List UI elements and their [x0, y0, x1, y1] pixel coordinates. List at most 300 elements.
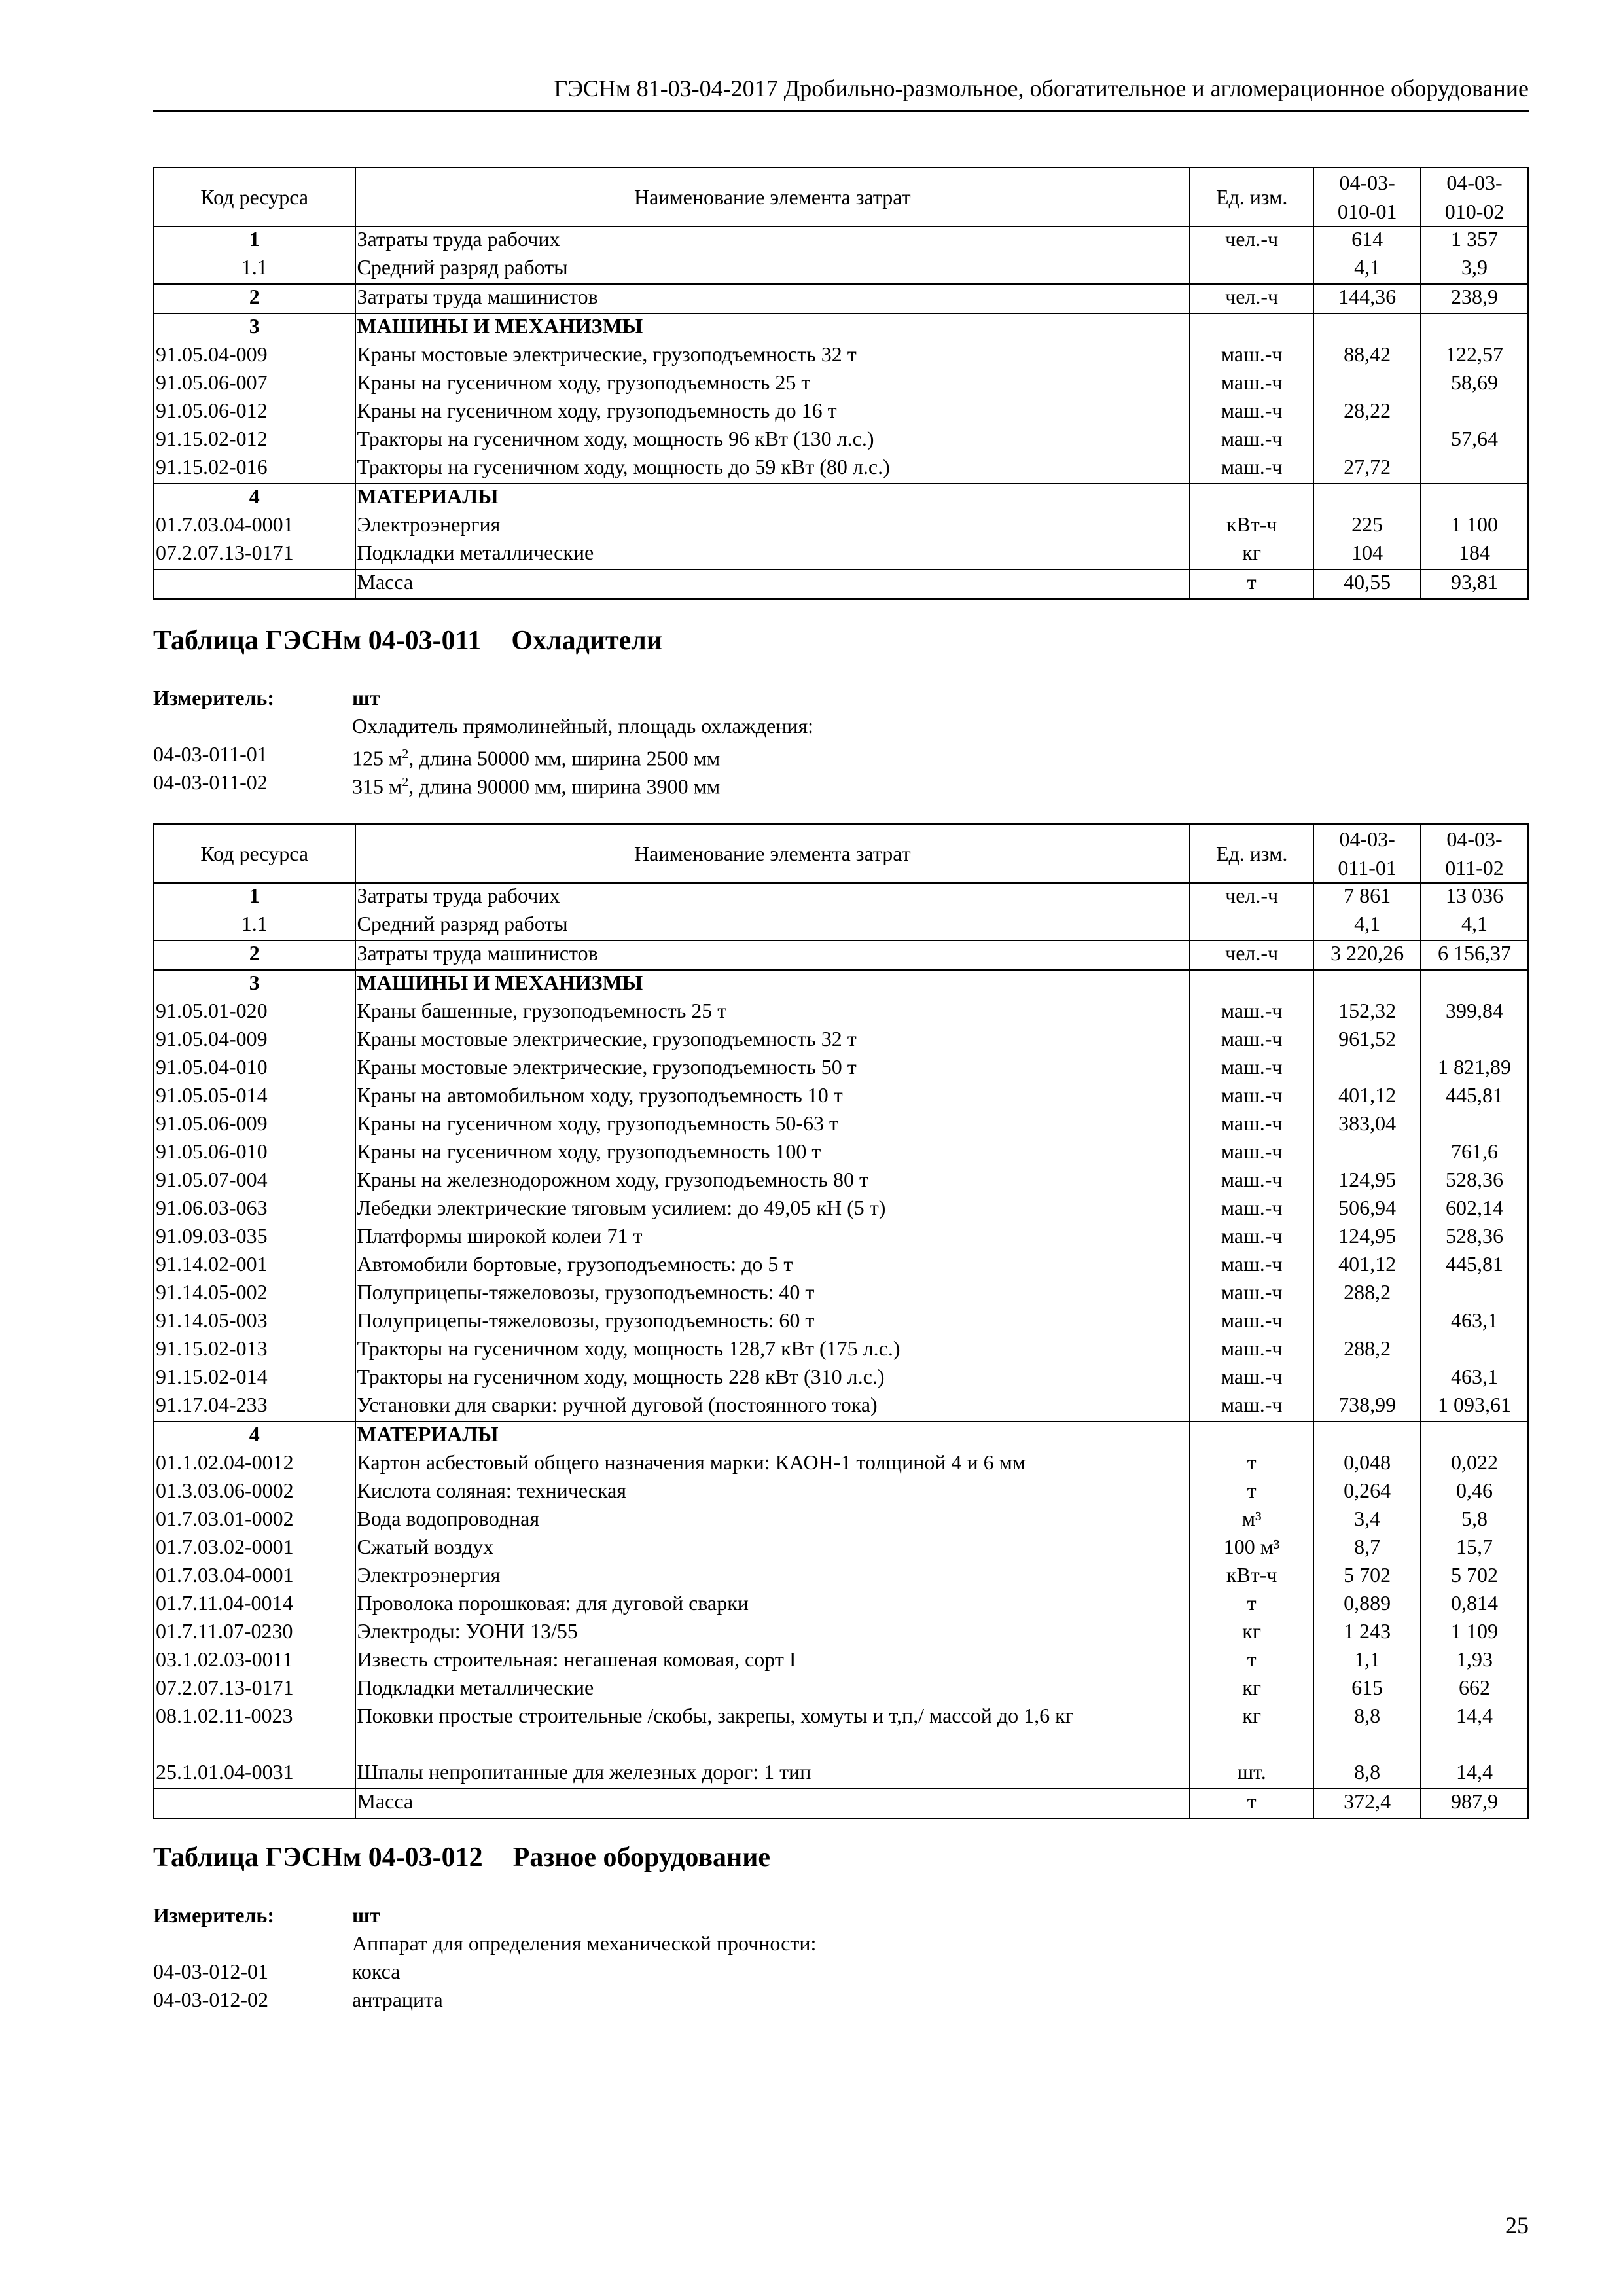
cell-value-2: 1,93 — [1421, 1647, 1528, 1676]
cell-unit: т — [1190, 1591, 1313, 1619]
cell-value-2: 528,36 — [1421, 1224, 1528, 1252]
cell-code: 91.05.05-014 — [154, 1083, 355, 1111]
cell-code: 91.05.06-012 — [154, 399, 355, 427]
table-row — [154, 1168, 1528, 1196]
table-row — [154, 399, 1528, 427]
cell-code: 91.14.02-001 — [154, 1252, 355, 1280]
cell-value-1: 1,1 — [1313, 1647, 1421, 1676]
meter-item: 04-03-012-02 антрацита — [153, 1988, 443, 2011]
cell-code: 91.05.06-009 — [154, 1111, 355, 1139]
resource-table-04-03-011 — [153, 823, 1529, 1819]
cell-name: Тракторы на гусеничном ходу, мощность 96 кВт (130 л.с.) — [355, 427, 1190, 455]
table-row — [154, 484, 1528, 512]
table-row — [154, 541, 1528, 569]
cell-value-2: 58,69 — [1421, 370, 1528, 399]
table-title: Разное оборудование — [512, 1842, 771, 1873]
cell-value-1 — [1313, 1365, 1421, 1393]
cell-unit: чел.-ч — [1190, 226, 1313, 255]
table-row — [154, 999, 1528, 1027]
cell-name: Средний разряд работы — [355, 255, 1190, 284]
cell-name: Лебедки электрические тяговым усилием: до 49,05 кН (5 т) — [355, 1196, 1190, 1224]
meter-intro: Охладитель прямолинейный, площадь охлаждения: — [352, 714, 814, 738]
cell-code: 91.14.05-002 — [154, 1280, 355, 1308]
cell-unit: чел.-ч — [1190, 883, 1313, 912]
cell-value-2: 1 093,61 — [1421, 1393, 1528, 1422]
cell-value-1: 614 — [1313, 226, 1421, 255]
cell-value-2: 399,84 — [1421, 999, 1528, 1027]
table-row — [154, 941, 1528, 970]
cell-value-1: 27,72 — [1313, 455, 1421, 484]
cell-unit: кВт-ч — [1190, 1563, 1313, 1591]
table-heading-04-03-011 — [153, 624, 662, 658]
cell-name: Затраты труда машинистов — [355, 284, 1190, 314]
cell-value-2: 445,81 — [1421, 1252, 1528, 1280]
meter-item: 04-03-012-01 кокса — [153, 1960, 401, 1983]
table-row — [154, 1196, 1528, 1224]
table-row — [154, 1055, 1528, 1083]
cell-unit: маш.-ч — [1190, 399, 1313, 427]
table-row — [154, 1224, 1528, 1252]
cell-name: Шпалы непропитанные для железных дорог: 1 тип — [355, 1760, 1190, 1789]
cell-unit: кг — [1190, 1619, 1313, 1647]
cell-value-1: 124,95 — [1313, 1224, 1421, 1252]
cell-value-2: 238,9 — [1421, 284, 1528, 314]
cell-name: Полуприцепы-тяжеловозы, грузоподъемность: 40 т — [355, 1280, 1190, 1308]
col-header-011-01: 04-03- 011-01 — [1313, 824, 1421, 883]
col-header-unit: Ед. изм. — [1190, 168, 1313, 226]
cell-name: Вода водопроводная — [355, 1507, 1190, 1535]
table-row — [154, 1507, 1528, 1535]
running-header: ГЭСНм 81-03-04-2017 Дробильно-размольное, обогатительное и агломерационное оборудование — [153, 72, 1529, 112]
cell-unit: маш.-ч — [1190, 427, 1313, 455]
cell-code: 03.1.02.03-0011 — [154, 1647, 355, 1676]
cell-value-2 — [1421, 1111, 1528, 1139]
cell-code: 01.7.11.07-0230 — [154, 1619, 355, 1647]
col-header-name: Наименование элемента затрат — [355, 824, 1190, 883]
cell-code: 91.05.04-009 — [154, 342, 355, 370]
cell-value-1: 124,95 — [1313, 1168, 1421, 1196]
cell-value-1 — [1313, 484, 1421, 512]
cell-unit: шт. — [1190, 1760, 1313, 1789]
cell-value-1: 0,048 — [1313, 1450, 1421, 1479]
cell-name: МАТЕРИАЛЫ — [355, 1422, 1190, 1450]
cell-value-2: 987,9 — [1421, 1789, 1528, 1818]
table-row — [154, 1280, 1528, 1308]
table-row — [154, 1252, 1528, 1280]
cell-unit: чел.-ч — [1190, 284, 1313, 314]
table-header-row — [154, 824, 1528, 883]
cell-name: Кислота соляная: техническая — [355, 1479, 1190, 1507]
cell-code: 91.05.04-009 — [154, 1027, 355, 1055]
cell-value-2 — [1421, 484, 1528, 512]
cell-unit: маш.-ч — [1190, 455, 1313, 484]
cell-name: Краны мостовые электрические, грузоподъемность 32 т — [355, 342, 1190, 370]
cell-value-2: 14,4 — [1421, 1760, 1528, 1789]
table-label: Таблица ГЭСНм 04-03-011 — [153, 626, 482, 656]
meter-block-04-03-011 — [153, 684, 1135, 797]
cell-value-2 — [1421, 1280, 1528, 1308]
cell-value-2: 761,6 — [1421, 1139, 1528, 1168]
cell-code: 91.15.02-014 — [154, 1365, 355, 1393]
cell-value-2 — [1421, 1027, 1528, 1055]
cell-name: Тракторы на гусеничном ходу, мощность до 59 кВт (80 л.с.) — [355, 455, 1190, 484]
cell-value-1: 3 220,26 — [1313, 941, 1421, 970]
cell-value-1: 0,264 — [1313, 1479, 1421, 1507]
cell-unit: т — [1190, 1479, 1313, 1507]
table-row — [154, 1308, 1528, 1336]
cell-name: Подкладки металлические — [355, 1676, 1190, 1704]
cell-value-1: 7 861 — [1313, 883, 1421, 912]
cell-value-2 — [1421, 1336, 1528, 1365]
table-row — [154, 1027, 1528, 1055]
cell-unit: маш.-ч — [1190, 1139, 1313, 1168]
table-row — [154, 1111, 1528, 1139]
cell-code: 91.05.06-010 — [154, 1139, 355, 1168]
cell-name: Электроэнергия — [355, 1563, 1190, 1591]
cell-value-2: 5,8 — [1421, 1507, 1528, 1535]
cell-code: 01.7.03.01-0002 — [154, 1507, 355, 1535]
table-row — [154, 1450, 1528, 1479]
cell-name: Затраты труда рабочих — [355, 883, 1190, 912]
table-row — [154, 455, 1528, 484]
table-row — [154, 1789, 1528, 1818]
cell-name: Полуприцепы-тяжеловозы, грузоподъемность: 60 т — [355, 1308, 1190, 1336]
cell-name: Краны на автомобильном ходу, грузоподъемность 10 т — [355, 1083, 1190, 1111]
cell-unit: чел.-ч — [1190, 941, 1313, 970]
cell-value-2: 1 100 — [1421, 512, 1528, 541]
cell-value-1: 401,12 — [1313, 1083, 1421, 1111]
cell-value-2: 528,36 — [1421, 1168, 1528, 1196]
table-row — [154, 314, 1528, 342]
cell-unit: маш.-ч — [1190, 1111, 1313, 1139]
cell-name: Масса — [355, 569, 1190, 599]
meter-label: Измеритель: — [153, 1903, 274, 1927]
resource-table-04-03-010 — [153, 167, 1529, 600]
cell-name: Затраты труда машинистов — [355, 941, 1190, 970]
meter-unit: шт — [352, 1903, 380, 1927]
cell-name: Краны башенные, грузоподъемность 25 т — [355, 999, 1190, 1027]
cell-unit: т — [1190, 1647, 1313, 1676]
table-row — [154, 1393, 1528, 1422]
cell-code: 3 — [154, 314, 355, 342]
cell-code: 91.05.04-010 — [154, 1055, 355, 1083]
cell-value-2: 1 357 — [1421, 226, 1528, 255]
cell-name: МАТЕРИАЛЫ — [355, 484, 1190, 512]
table-row — [154, 370, 1528, 399]
cell-code: 91.15.02-012 — [154, 427, 355, 455]
cell-name: Проволока порошковая: для дуговой сварки — [355, 1591, 1190, 1619]
table-row — [154, 912, 1528, 941]
meter-intro: Аппарат для определения механической прочности: — [352, 1931, 817, 1955]
cell-name: Затраты труда рабочих — [355, 226, 1190, 255]
table-row — [154, 255, 1528, 284]
cell-name: Установки для сварки: ручной дуговой (постоянного тока) — [355, 1393, 1190, 1422]
cell-value-1: 4,1 — [1313, 255, 1421, 284]
table-row — [154, 1760, 1528, 1789]
cell-value-2: 4,1 — [1421, 912, 1528, 941]
cell-value-1 — [1313, 1139, 1421, 1168]
cell-value-1 — [1313, 970, 1421, 999]
table-row — [154, 1365, 1528, 1393]
meter-item: 04-03-011-01 125 $м^2$, длина 50000 мм, ширина 2500 мм — [153, 742, 721, 770]
cell-code: 2 — [154, 284, 355, 314]
cell-name: Платформы широкой колеи 71 т — [355, 1224, 1190, 1252]
cell-value-1: 8,7 — [1313, 1535, 1421, 1563]
cell-code: 1.1 — [154, 255, 355, 284]
cell-unit: маш.-ч — [1190, 1224, 1313, 1252]
meter-block-04-03-012 — [153, 1901, 1135, 2014]
table-row — [154, 970, 1528, 999]
table-row — [154, 1139, 1528, 1168]
cell-unit: маш.-ч — [1190, 1196, 1313, 1224]
cell-value-1 — [1313, 370, 1421, 399]
table-row — [154, 1083, 1528, 1111]
cell-code: 01.7.03.04-0001 — [154, 1563, 355, 1591]
cell-unit: маш.-ч — [1190, 1365, 1313, 1393]
cell-value-2: 0,022 — [1421, 1450, 1528, 1479]
cell-unit: т — [1190, 1450, 1313, 1479]
table-row — [154, 569, 1528, 599]
cell-value-1: 3,4 — [1313, 1507, 1421, 1535]
cell-value-2: 57,64 — [1421, 427, 1528, 455]
cell-code: 91.05.06-007 — [154, 370, 355, 399]
cell-value-2: 445,81 — [1421, 1083, 1528, 1111]
cell-name: Краны на гусеничном ходу, грузоподъемность 100 т — [355, 1139, 1190, 1168]
cell-unit: маш.-ч — [1190, 1055, 1313, 1083]
cell-value-1: 506,94 — [1313, 1196, 1421, 1224]
table-row — [154, 1591, 1528, 1619]
cell-code — [154, 1789, 355, 1818]
cell-value-1: 5 702 — [1313, 1563, 1421, 1591]
cell-code: 07.2.07.13-0171 — [154, 1676, 355, 1704]
cell-value-2: 5 702 — [1421, 1563, 1528, 1591]
cell-value-1: 144,36 — [1313, 284, 1421, 314]
cell-unit: кг — [1190, 1676, 1313, 1704]
cell-name: Краны на гусеничном ходу, грузоподъемность 25 т — [355, 370, 1190, 399]
table-row — [154, 1704, 1528, 1760]
cell-value-1: 152,32 — [1313, 999, 1421, 1027]
cell-code: 2 — [154, 941, 355, 970]
cell-unit: маш.-ч — [1190, 1027, 1313, 1055]
cell-value-2 — [1421, 399, 1528, 427]
cell-value-2: 13 036 — [1421, 883, 1528, 912]
cell-value-2: 14,4 — [1421, 1704, 1528, 1760]
cell-unit: м³ — [1190, 1507, 1313, 1535]
cell-value-1: 40,55 — [1313, 569, 1421, 599]
cell-code: 91.15.02-016 — [154, 455, 355, 484]
cell-name: Сжатый воздух — [355, 1535, 1190, 1563]
cell-value-2 — [1421, 314, 1528, 342]
col-header-010-02: 04-03- 010-02 — [1421, 168, 1528, 226]
cell-value-1: 383,04 — [1313, 1111, 1421, 1139]
cell-code: 91.14.05-003 — [154, 1308, 355, 1336]
cell-code: 01.1.02.04-0012 — [154, 1450, 355, 1479]
cell-unit: маш.-ч — [1190, 1280, 1313, 1308]
cell-code: 07.2.07.13-0171 — [154, 541, 355, 569]
cell-name: Электроэнергия — [355, 512, 1190, 541]
cell-unit: т — [1190, 1789, 1313, 1818]
cell-code: 08.1.02.11-0023 — [154, 1704, 355, 1760]
cell-code: 4 — [154, 1422, 355, 1450]
cell-code: 01.3.03.06-0002 — [154, 1479, 355, 1507]
cell-value-1: 8,8 — [1313, 1704, 1421, 1760]
cell-value-1: 1 243 — [1313, 1619, 1421, 1647]
cell-value-2: 93,81 — [1421, 569, 1528, 599]
cell-name: Краны на гусеничном ходу, грузоподъемность до 16 т — [355, 399, 1190, 427]
cell-unit: маш.-ч — [1190, 1168, 1313, 1196]
cell-unit — [1190, 484, 1313, 512]
table-title: Охладители — [511, 626, 663, 656]
table-row — [154, 1619, 1528, 1647]
meter-item: 04-03-011-02 315 $м^2$, длина 90000 мм, ширина 3900 мм — [153, 770, 721, 798]
table-row — [154, 1563, 1528, 1591]
cell-code: 01.7.03.04-0001 — [154, 512, 355, 541]
table-header-row — [154, 168, 1528, 226]
table-row — [154, 1336, 1528, 1365]
cell-name: Масса — [355, 1789, 1190, 1818]
cell-value-2: 15,7 — [1421, 1535, 1528, 1563]
cell-value-2 — [1421, 1422, 1528, 1450]
col-header-name: Наименование элемента затрат — [355, 168, 1190, 226]
table-row — [154, 284, 1528, 314]
meter-label: Измеритель: — [153, 686, 274, 709]
col-header-010-01: 04-03- 010-01 — [1313, 168, 1421, 226]
cell-unit: маш.-ч — [1190, 342, 1313, 370]
cell-unit: кг — [1190, 1704, 1313, 1760]
cell-unit — [1190, 255, 1313, 284]
cell-value-1 — [1313, 314, 1421, 342]
cell-code: 1 — [154, 226, 355, 255]
cell-value-1 — [1313, 427, 1421, 455]
cell-unit: кг — [1190, 541, 1313, 569]
cell-value-2 — [1421, 970, 1528, 999]
cell-name: Краны на железнодорожном ходу, грузоподъемность 80 т — [355, 1168, 1190, 1196]
cell-value-2 — [1421, 455, 1528, 484]
cell-unit: 100 м³ — [1190, 1535, 1313, 1563]
cell-code: 4 — [154, 484, 355, 512]
table-row — [154, 342, 1528, 370]
cell-code: 91.17.04-233 — [154, 1393, 355, 1422]
col-header-011-02: 04-03- 011-02 — [1421, 824, 1528, 883]
cell-name: МАШИНЫ И МЕХАНИЗМЫ — [355, 314, 1190, 342]
cell-unit: т — [1190, 569, 1313, 599]
cell-value-2: 662 — [1421, 1676, 1528, 1704]
table-row — [154, 226, 1528, 255]
cell-code: 1 — [154, 883, 355, 912]
cell-value-1: 88,42 — [1313, 342, 1421, 370]
cell-value-1: 8,8 — [1313, 1760, 1421, 1789]
col-header-code: Код ресурса — [154, 168, 355, 226]
cell-value-2: 184 — [1421, 541, 1528, 569]
page-number: 25 — [1505, 2212, 1529, 2238]
cell-unit: маш.-ч — [1190, 1336, 1313, 1365]
cell-value-1 — [1313, 1055, 1421, 1083]
cell-value-2: 1 109 — [1421, 1619, 1528, 1647]
cell-value-2: 0,46 — [1421, 1479, 1528, 1507]
cell-name: МАШИНЫ И МЕХАНИЗМЫ — [355, 970, 1190, 999]
cell-value-1: 28,22 — [1313, 399, 1421, 427]
cell-name: Поковки простые строительные /скобы, закрепы, хомуты и т,п,/ массой до 1,6 кг — [355, 1704, 1190, 1760]
cell-code: 91.05.01-020 — [154, 999, 355, 1027]
table-row — [154, 427, 1528, 455]
cell-name: Подкладки металлические — [355, 541, 1190, 569]
cell-value-2: 0,814 — [1421, 1591, 1528, 1619]
cell-value-2: 1 821,89 — [1421, 1055, 1528, 1083]
cell-name: Краны мостовые электрические, грузоподъемность 32 т — [355, 1027, 1190, 1055]
cell-value-2: 602,14 — [1421, 1196, 1528, 1224]
cell-unit: маш.-ч — [1190, 1083, 1313, 1111]
cell-unit — [1190, 970, 1313, 999]
cell-code: 01.7.03.02-0001 — [154, 1535, 355, 1563]
table-row — [154, 1676, 1528, 1704]
table-heading-04-03-012 — [153, 1840, 770, 1874]
cell-unit: кВт-ч — [1190, 512, 1313, 541]
cell-code: 1.1 — [154, 912, 355, 941]
cell-value-1: 615 — [1313, 1676, 1421, 1704]
table-row — [154, 1535, 1528, 1563]
cell-value-1: 288,2 — [1313, 1336, 1421, 1365]
cell-value-1: 401,12 — [1313, 1252, 1421, 1280]
col-header-unit: Ед. изм. — [1190, 824, 1313, 883]
table-row — [154, 1479, 1528, 1507]
cell-value-1: 961,52 — [1313, 1027, 1421, 1055]
col-header-code: Код ресурса — [154, 824, 355, 883]
table-row — [154, 512, 1528, 541]
cell-name: Тракторы на гусеничном ходу, мощность 228 кВт (310 л.с.) — [355, 1365, 1190, 1393]
cell-value-1: 4,1 — [1313, 912, 1421, 941]
cell-name: Автомобили бортовые, грузоподъемность: до 5 т — [355, 1252, 1190, 1280]
table-row — [154, 1422, 1528, 1450]
cell-value-2: 6 156,37 — [1421, 941, 1528, 970]
cell-name: Электроды: УОНИ 13/55 — [355, 1619, 1190, 1647]
cell-value-1: 372,4 — [1313, 1789, 1421, 1818]
cell-code: 01.7.11.04-0014 — [154, 1591, 355, 1619]
cell-value-1 — [1313, 1308, 1421, 1336]
cell-name: Краны мостовые электрические, грузоподъемность 50 т — [355, 1055, 1190, 1083]
cell-unit — [1190, 314, 1313, 342]
cell-value-1: 738,99 — [1313, 1393, 1421, 1422]
cell-code: 91.15.02-013 — [154, 1336, 355, 1365]
cell-code: 3 — [154, 970, 355, 999]
cell-unit — [1190, 1422, 1313, 1450]
cell-value-1: 104 — [1313, 541, 1421, 569]
cell-value-2: 122,57 — [1421, 342, 1528, 370]
cell-unit: маш.-ч — [1190, 1393, 1313, 1422]
table-row — [154, 1647, 1528, 1676]
cell-value-2: 3,9 — [1421, 255, 1528, 284]
cell-name: Тракторы на гусеничном ходу, мощность 128,7 кВт (175 л.с.) — [355, 1336, 1190, 1365]
cell-unit: маш.-ч — [1190, 1308, 1313, 1336]
table-label: Таблица ГЭСНм 04-03-012 — [153, 1842, 483, 1873]
cell-value-2: 463,1 — [1421, 1308, 1528, 1336]
cell-value-1 — [1313, 1422, 1421, 1450]
cell-name: Картон асбестовый общего назначения марки: КАОН-1 толщиной 4 и 6 мм — [355, 1450, 1190, 1479]
cell-value-2: 463,1 — [1421, 1365, 1528, 1393]
cell-code: 25.1.01.04-0031 — [154, 1760, 355, 1789]
cell-code — [154, 569, 355, 599]
cell-unit: маш.-ч — [1190, 999, 1313, 1027]
cell-unit: маш.-ч — [1190, 1252, 1313, 1280]
cell-value-1: 0,889 — [1313, 1591, 1421, 1619]
cell-name: Средний разряд работы — [355, 912, 1190, 941]
cell-code: 91.06.03-063 — [154, 1196, 355, 1224]
cell-unit — [1190, 912, 1313, 941]
cell-unit: маш.-ч — [1190, 370, 1313, 399]
cell-code: 91.05.07-004 — [154, 1168, 355, 1196]
cell-value-1: 288,2 — [1313, 1280, 1421, 1308]
table-row — [154, 883, 1528, 912]
cell-name: Известь строительная: негашеная комовая, сорт I — [355, 1647, 1190, 1676]
